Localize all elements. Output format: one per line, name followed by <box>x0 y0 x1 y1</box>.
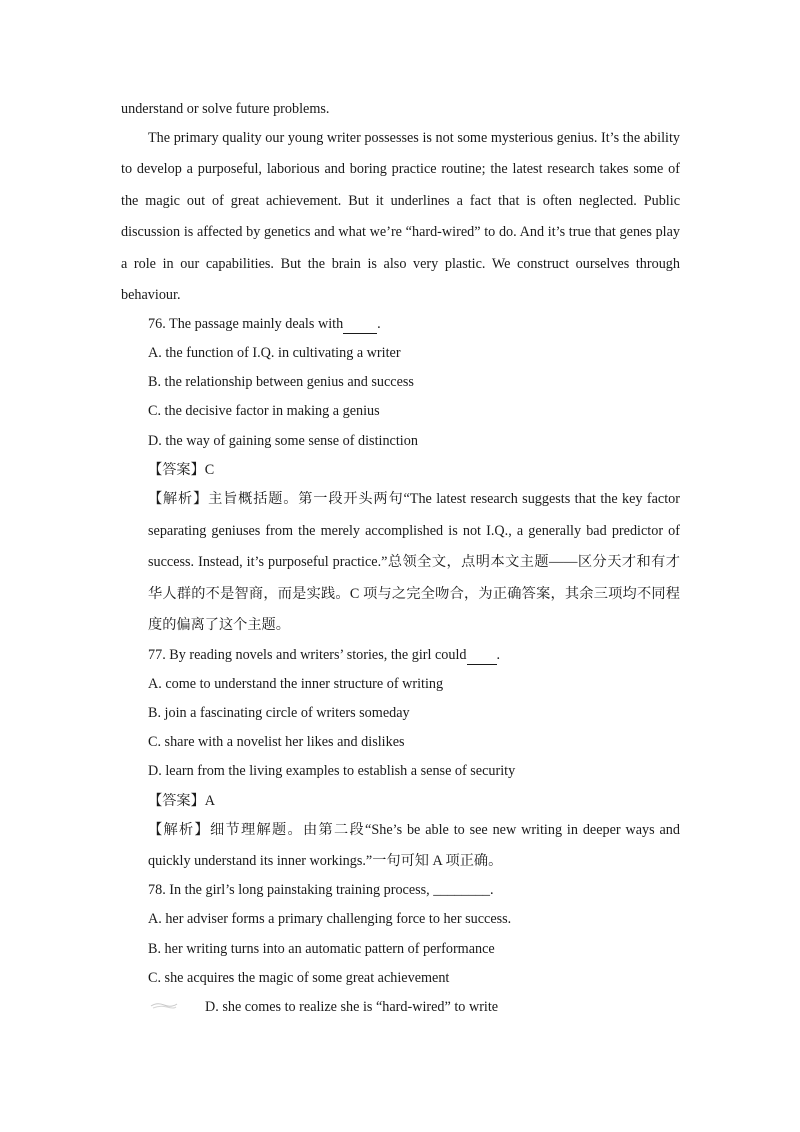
option-b: B. her writing turns into an automatic pattern of performance <box>148 941 495 957</box>
question-stem-end: . <box>496 647 501 663</box>
answer-label: 【答案】A <box>148 793 215 809</box>
option-d: D. she comes to realize she is “hard-wired” to write <box>205 999 499 1015</box>
question-stem-text: 76. The passage mainly deals with <box>148 316 344 332</box>
option-c: C. the decisive factor in making a genius <box>148 403 380 419</box>
analysis-line: separating geniuses from the merely accomplished is not I.Q., a generally bad predictor of <box>148 523 680 539</box>
passage-line: behaviour. <box>121 287 181 303</box>
scan-smudge-mark <box>150 1000 178 1010</box>
analysis-line: 度的偏离了这个主题。 <box>148 617 290 633</box>
passage-line: The primary quality our young writer possesses is not some mysterious genius. It’s the ability <box>148 130 680 146</box>
option-b: B. the relationship between genius and success <box>148 374 414 390</box>
answer-label: 【答案】C <box>148 462 215 478</box>
option-c: C. share with a novelist her likes and dislikes <box>148 734 405 750</box>
passage-line: discussion is affected by genetics and what we’re “hard-wired” to do. And it’s true that genes play <box>121 224 680 240</box>
passage-line-0: understand or solve future problems. <box>121 101 330 117</box>
analysis-line: quickly understand its inner workings.”一句可知 A 项正确。 <box>148 853 503 869</box>
passage-line: to develop a purposeful, laborious and boring practice routine; the latest research takes some of <box>121 161 680 177</box>
question-stem-text: 77. By reading novels and writers’ stories, the girl could <box>148 647 467 663</box>
passage-line: a role in our capabilities. But the brain is also very plastic. We construct ourselves through <box>121 256 680 272</box>
option-d: D. the way of gaining some sense of distinction <box>148 433 418 449</box>
question-stem <box>148 315 381 334</box>
option-d: D. learn from the living examples to establish a sense of security <box>148 763 516 779</box>
question-stem <box>148 646 500 665</box>
answer-blank <box>467 646 497 665</box>
option-a: A. her adviser forms a primary challenging force to her success. <box>148 911 512 927</box>
analysis-line: 【解析】细节理解题。由第二段“She’s be able to see new writing in deeper ways and <box>148 822 680 838</box>
analysis-line: 华人群的不是智商，而是实践。C 项与之完全吻合，为正确答案，其余三项均不同程 <box>148 586 680 602</box>
passage-line: the magic out of great achievement. But it underlines a fact that is often neglected. Public <box>121 193 680 209</box>
answer-blank <box>343 315 377 334</box>
question-stem-end: . <box>377 316 381 332</box>
option-b: B. join a fascinating circle of writers someday <box>148 705 410 721</box>
question-stem: 78. In the girl’s long painstaking training process, ________. <box>148 882 494 898</box>
analysis-line: 【解析】主旨概括题。第一段开头两句“The latest research suggests that the key factor <box>148 491 680 507</box>
option-c: C. she acquires the magic of some great achievement <box>148 970 450 986</box>
option-a: A. come to understand the inner structure of writing <box>148 676 444 692</box>
analysis-line: success. Instead, it’s purposeful practice.”总领全文，点明本文主题——区分天才和有才 <box>148 554 680 570</box>
option-a: A. the function of I.Q. in cultivating a writer <box>148 345 401 361</box>
